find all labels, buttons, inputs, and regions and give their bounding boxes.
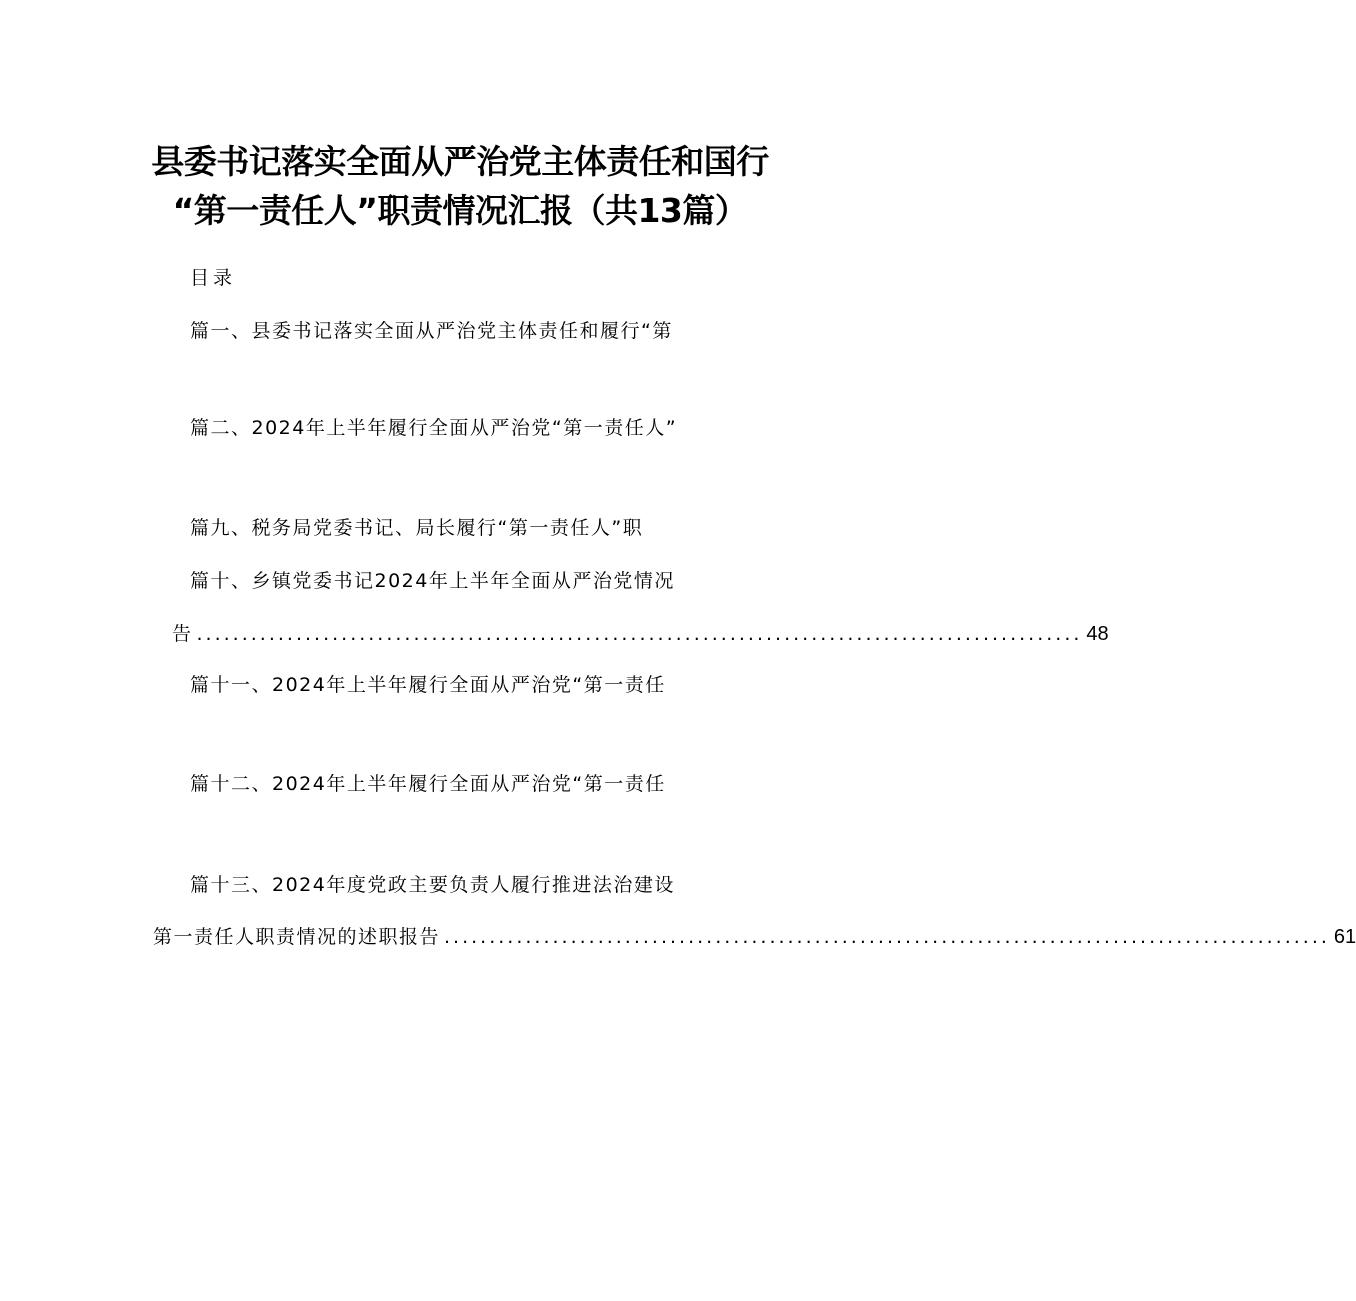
toc-entry[interactable]: 篇一、县委书记落实全面从严治党主体责任和履行“第 [190, 320, 673, 342]
toc-entry[interactable]: 篇十三、2024年度党政主要负责人履行推进法治建设 [190, 874, 675, 896]
page-number: 61 [1333, 926, 1356, 948]
dot-leader: .................................................................................................. [196, 623, 1083, 645]
toc-entry-text: 第一责任人职责情况的述职报告 [153, 926, 441, 948]
page-number: 48 [1086, 623, 1109, 645]
toc-entry[interactable]: 篇十一、2024年上半年履行全面从严治党“第一责任 [190, 674, 666, 696]
toc-label: 目录 [190, 267, 237, 289]
toc-entry[interactable]: 篇十、乡镇党委书记2024年上半年全面从严治党情况 [190, 570, 675, 592]
title-line-1: 县委书记落实全面从严治党主体责任和国行 [151, 142, 769, 181]
toc-entry[interactable]: 篇九、税务局党委书记、局长履行“第一责任人”职 [190, 517, 644, 539]
toc-entry-with-page[interactable] [153, 922, 1356, 949]
toc-entry[interactable]: 篇十二、2024年上半年履行全面从严治党“第一责任 [190, 773, 666, 795]
toc-entry-with-page[interactable] [172, 619, 1109, 646]
title-line-2: “第一责任人”职责情况汇报（共13篇） [172, 191, 748, 230]
toc-entry-text: 告 [172, 623, 193, 645]
toc-entry[interactable]: 篇二、2024年上半年履行全面从严治党“第一责任人” [190, 417, 678, 439]
dot-leader: .................................................................................................. [444, 926, 1330, 948]
